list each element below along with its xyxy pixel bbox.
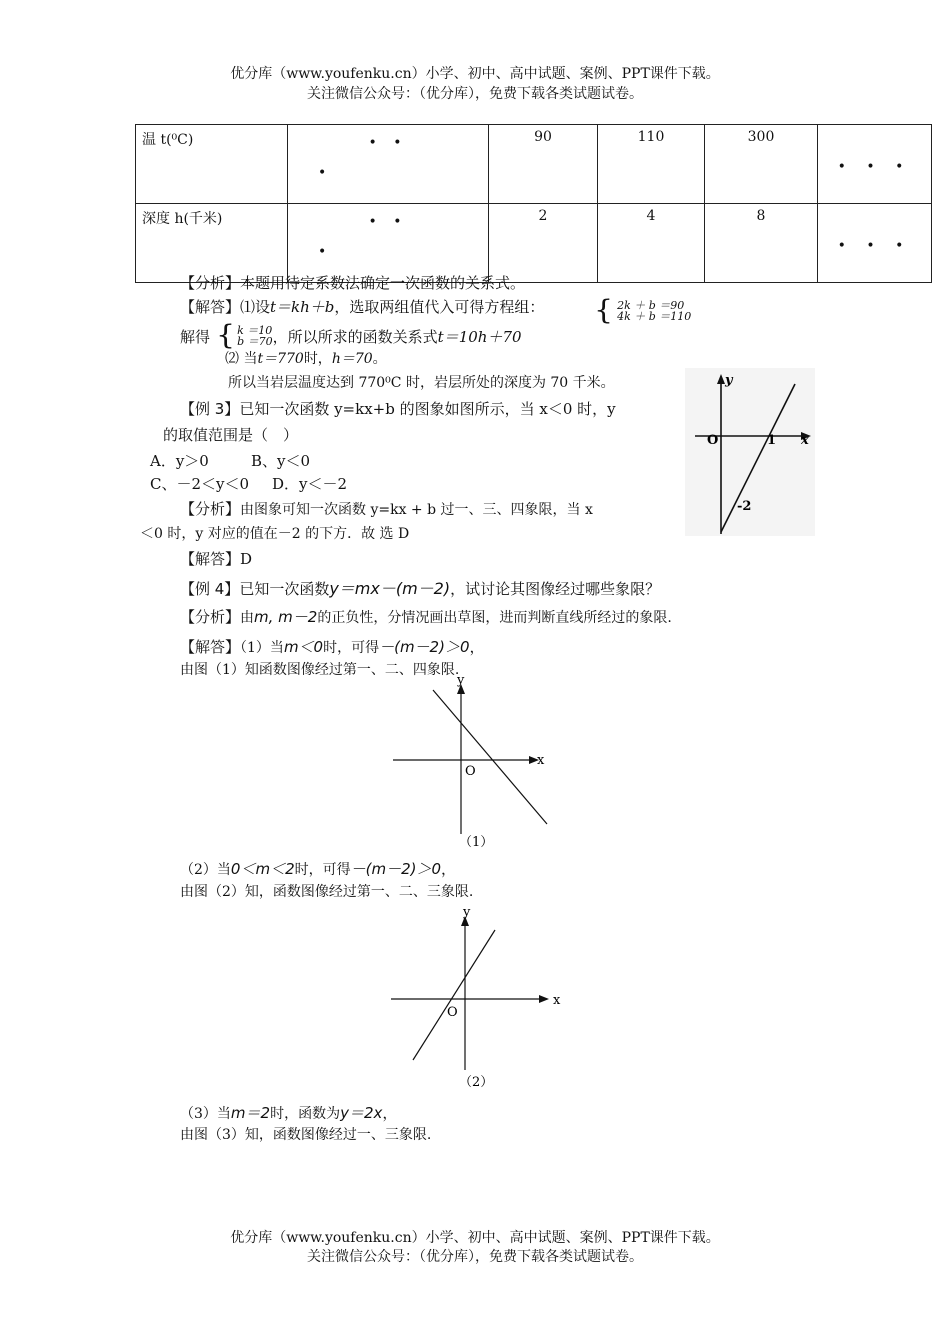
x-tick-label: 1 [767,433,777,448]
table-cell: 2 [489,204,598,283]
function-line [413,930,495,1060]
ex2-answer-2: ⑵ 当t＝770时，h＝70。 [225,351,387,367]
header-line-1: 优分库（www.youfenku.cn）小学、初中、高中试题、案例、PPT课件下载。 [230,66,720,82]
ex4-analysis: 【分析】由m, m－2的正负性，分情况画出草图，进而判断直线所经过的象限. [180,608,672,626]
ex4-case-2-conclusion: 由图（2）知，函数图像经过第一、二、三象限. [180,884,474,900]
ex3-stem-1: 【例 3】已知一次函数 y=kx+b 的图象如图所示，当 x＜0 时，y [180,400,616,418]
figure-caption: （1） [459,835,494,850]
y-label: y [463,905,471,920]
ex4-stem: 【例 4】已知一次函数y＝mx－(m－2)，试讨论其图像经过哪些象限？ [180,579,661,598]
origin-label: O [447,1005,458,1020]
ex2-conclusion: 所以当岩层温度达到 770⁰C 时，岩层所处的深度为 70 千米。 [228,375,615,391]
y-tick-label: -2 [737,499,752,514]
x-label: x [553,993,561,1008]
ex4-case-1: 【解答】（1）当m＜0时，可得－(m－2)＞0， [180,638,485,656]
table-cell: 90 [489,125,598,204]
origin-label: O [465,764,476,779]
table-cell: 8 [705,204,818,283]
ex4-figure-1 [385,674,565,852]
ex3-stem-2: 的取值范围是（ ） [163,426,299,444]
origin-label: O [707,433,719,448]
ex3-option-c: C、－2＜y＜0 [150,475,250,493]
ex3-option-a: A．y＞0 [150,452,209,470]
header-line-2: 关注微信公众号：（优分库），免费下载各类试题试卷。 [307,86,643,102]
figure-caption: （2） [459,1075,494,1090]
ex2-analysis: 【分析】本题用待定系数法确定一次函数的关系式。 [180,274,526,292]
y-label: y [457,674,465,688]
ex3-graph [685,368,815,536]
x-label: x [801,433,809,448]
footer-line-2: 关注微信公众号：（优分库），免费下载各类试题试卷。 [307,1249,643,1265]
footer-line-1: 优分库（www.youfenku.cn）小学、初中、高中试题、案例、PPT课件下载。 [230,1230,720,1246]
table-row [136,204,932,283]
table-cell: 4 [598,204,705,283]
ex3-analysis-2: ＜0 时，y 对应的值在－2 的下方．故 选 D [140,526,410,542]
ex3-answer: 【解答】D [180,550,253,568]
ex4-case-3-conclusion: 由图（3）知，函数图像经过一、三象限. [180,1127,432,1143]
row-label-temperature: 温 t(⁰C) [136,125,288,204]
ex2-equation-system: { 2k ＋ b ＝90 4k ＋ b ＝110 [594,294,692,327]
ellipsis-cell: • • • [818,204,932,283]
ex4-case-3: （3）当m＝2时，函数为y＝2x， [180,1104,398,1122]
ellipsis-cell: • • • [288,125,489,204]
table-row [136,125,932,204]
ex4-case-1-conclusion: 由图（1）知函数图像经过第一、二、四象限. [180,662,460,678]
ellipsis-cell: • • • [818,125,932,204]
ex2-answer-1: 【解答】⑴设t＝kh＋b，选取两组值代入可得方程组： [180,298,545,316]
y-label: y [725,373,733,388]
ex2-solve: 解得 { k ＝10 b ＝70 ，所以所求的函数关系式 t＝10h＋70 [180,319,522,352]
ellipsis-cell: • • • [288,204,489,283]
table-cell: 110 [598,125,705,204]
x-axis-arrow-icon [539,995,549,1003]
row-label-depth: 深度 h(千米) [136,204,288,283]
ex3-option-d: D．y＜－2 [272,475,348,493]
ex4-case-2: （2）当0＜m＜2时，可得－(m－2)＞0， [180,860,457,878]
ex4-figure-2 [385,900,570,1092]
ex3-analysis-1: 【分析】由图象可知一次函数 y=kx + b 过一、三、四象限，当 x [180,500,593,518]
ex3-option-b: B、y＜0 [251,452,311,470]
x-label: x [537,753,545,768]
temperature-depth-table [135,124,932,283]
table-cell: 300 [705,125,818,204]
